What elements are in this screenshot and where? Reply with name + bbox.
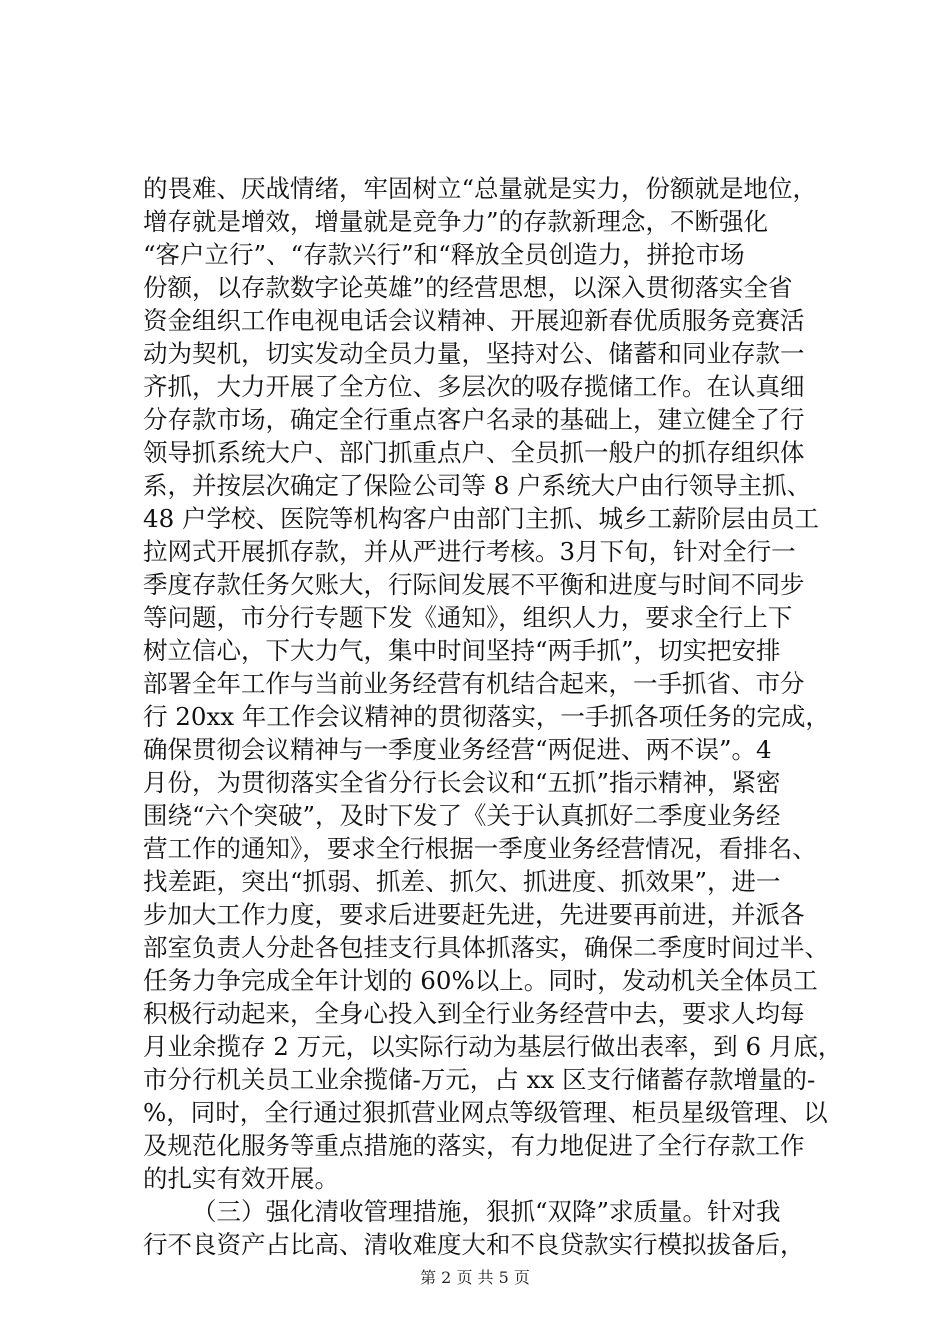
text-line: %，同时，全行通过狠抓营业网点等级管理、柜员星级管理、以	[143, 1098, 828, 1127]
text-line: 积极行动起来，全身心投入到全行业务经营中去，要求人均每	[143, 999, 805, 1028]
text-line: 部署全年工作与当前业务经营有机结合起来，一手抓省、市分	[143, 669, 805, 698]
body-text	[143, 172, 843, 1261]
text-line: 树立信心，下大力气，集中时间坚持“两手抓”，切实把安排	[143, 636, 781, 665]
text-line: 任务力争完成全年计划的 60%以上。同时，发动机关全体员工	[143, 966, 818, 995]
text-line: 行不良资产占比高、清收难度大和不良贷款实行模拟拔备后，	[143, 1230, 805, 1259]
text-line: 动为契机，切实发动全员力量，坚持对公、储蓄和同业存款一	[143, 339, 805, 368]
text-line: 市分行机关员工业余揽储-万元，占 xx 区支行储蓄存款增量的-	[143, 1065, 816, 1094]
text-line: 月业余揽存 2 万元，以实际行动为基层行做出表率，到 6 月底，	[143, 1032, 843, 1061]
text-line: “客户立行”、“存款兴行”和“释放全员创造力，拼抢市场	[143, 240, 745, 269]
text-line: 月份，为贯彻落实全省分行长会议和“五抓”指示精神，紧密	[143, 768, 781, 797]
text-line: 部室负责人分赴各包挂支行具体抓落实，确保二季度时间过半、	[143, 933, 829, 962]
text-line: 领导抓系统大户、部门抓重点户、全员抓一般户的抓存组织体	[143, 438, 805, 467]
text-line: 系，并按层次确定了保险公司等 8 户系统大户由行领导主抓、	[143, 471, 812, 500]
text-line: 步加大工作力度，要求后进要赶先进，先进要再前进，并派各	[143, 900, 805, 929]
text-line: 季度存款任务欠账大，行际间发展不平衡和进度与时间不同步	[143, 570, 805, 599]
text-line: 行 20xx 年工作会议精神的贯彻落实，一手抓各项任务的完成，	[143, 702, 830, 731]
section-heading-line: （三）强化清收管理措施，狠抓“双降”求质量。针对我	[192, 1197, 781, 1226]
text-line: 拉网式开展抓存款，并从严进行考核。3月下旬，针对全行一	[143, 537, 796, 566]
text-line: 的扎实有效开展。	[143, 1164, 339, 1193]
text-line: 的畏难、厌战情绪，牢固树立“总量就是实力，份额就是地位，	[143, 174, 818, 203]
text-line: 围绕“六个突破”，及时下发了《关于认真抓好二季度业务经	[143, 801, 781, 830]
text-line: 48 户学校、医院等机构客户由部门主抓、城乡工薪阶层由员工	[143, 504, 819, 533]
text-line: 找差距，突出“抓弱、抓差、抓欠、抓进度、抓效果”，进一	[143, 867, 781, 896]
text-line: 营工作的通知》，要求全行根据一季度业务经营情况，看排名、	[143, 834, 817, 863]
text-line: 资金组织工作电视电话会议精神、开展迎新春优质服务竞赛活	[143, 306, 805, 335]
text-line: 等问题，市分行专题下发《通知》，组织人力，要求全行上下	[143, 603, 793, 632]
text-line: 齐抓，大力开展了全方位、多层次的吸存揽储工作。在认真细	[143, 372, 805, 401]
text-line: 确保贯彻会议精神与一季度业务经营“两促进、两不误”。4	[143, 735, 772, 764]
text-line: 增存就是增效，增量就是竞争力”的存款新理念，不断强化	[143, 207, 769, 236]
text-line: 分存款市场，确定全行重点客户名录的基础上，建立健全了行	[143, 405, 805, 434]
text-line: 及规范化服务等重点措施的落实，有力地促进了全行存款工作	[143, 1131, 805, 1160]
text-line: 份额，以存款数字论英雄”的经营思想，以深入贯彻落实全省	[143, 273, 793, 302]
page-number-footer: 第 2 页 共 5 页	[420, 1268, 530, 1287]
